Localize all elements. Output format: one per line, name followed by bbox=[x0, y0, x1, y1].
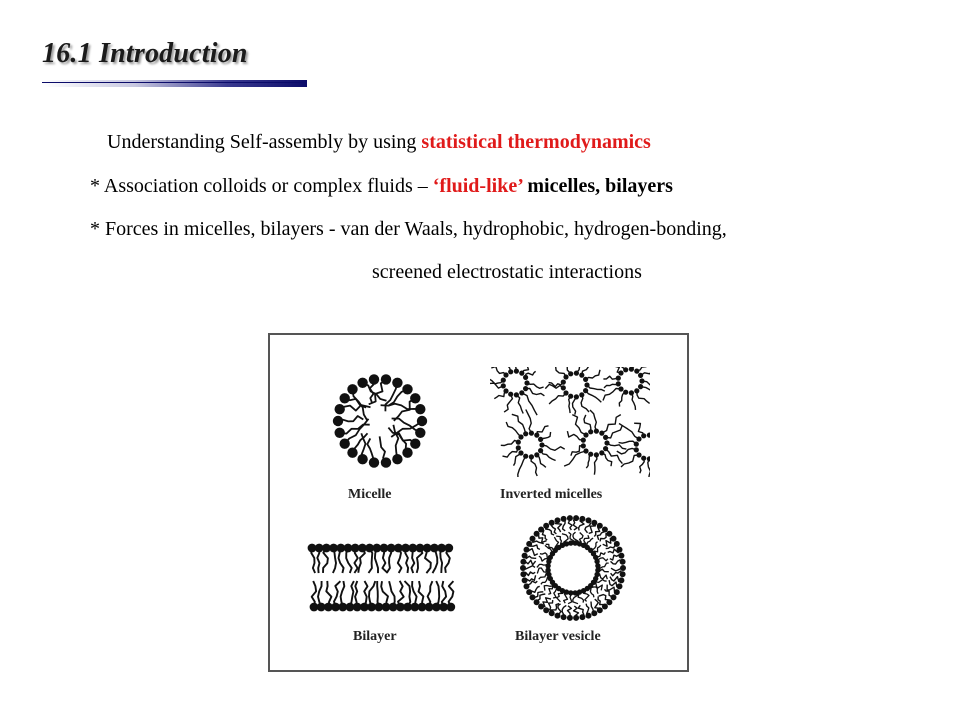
self-assembly-figure bbox=[268, 333, 689, 672]
caption-bilayer: Bilayer bbox=[353, 629, 397, 644]
bullet-association-colloids bbox=[90, 175, 673, 198]
slide-title: 16.1 Introduction bbox=[42, 38, 248, 69]
bullet-forces: * Forces in micelles, bilayers - van der Waals, hydrophobic, hydrogen-bonding, bbox=[90, 218, 727, 240]
bullet-forces-continuation: screened electrostatic interactions bbox=[372, 261, 642, 283]
caption-micelle: Micelle bbox=[348, 487, 392, 502]
bullet-1-bold-text: micelles, bilayers bbox=[522, 175, 673, 197]
caption-inverted-micelles: Inverted micelles bbox=[500, 487, 603, 502]
highlight-fluid-like: ‘fluid-like’ bbox=[432, 175, 523, 197]
intro-line-1 bbox=[107, 131, 651, 154]
bilayer-drawing bbox=[308, 544, 456, 612]
intro-line-1-text: Understanding Self-assembly by using bbox=[107, 131, 422, 153]
bilayer-vesicle-drawing bbox=[520, 515, 626, 621]
bullet-1-text: * Association colloids or complex fluids – bbox=[90, 175, 433, 197]
inverted-micelles-drawing bbox=[481, 347, 678, 480]
caption-bilayer-vesicle: Bilayer vesicle bbox=[515, 629, 601, 644]
micelle-drawing bbox=[333, 374, 427, 468]
self-assembly-drawings bbox=[270, 335, 687, 670]
highlight-statistical-thermodynamics: statistical thermodynamics bbox=[421, 131, 651, 153]
title-underline bbox=[42, 80, 307, 87]
